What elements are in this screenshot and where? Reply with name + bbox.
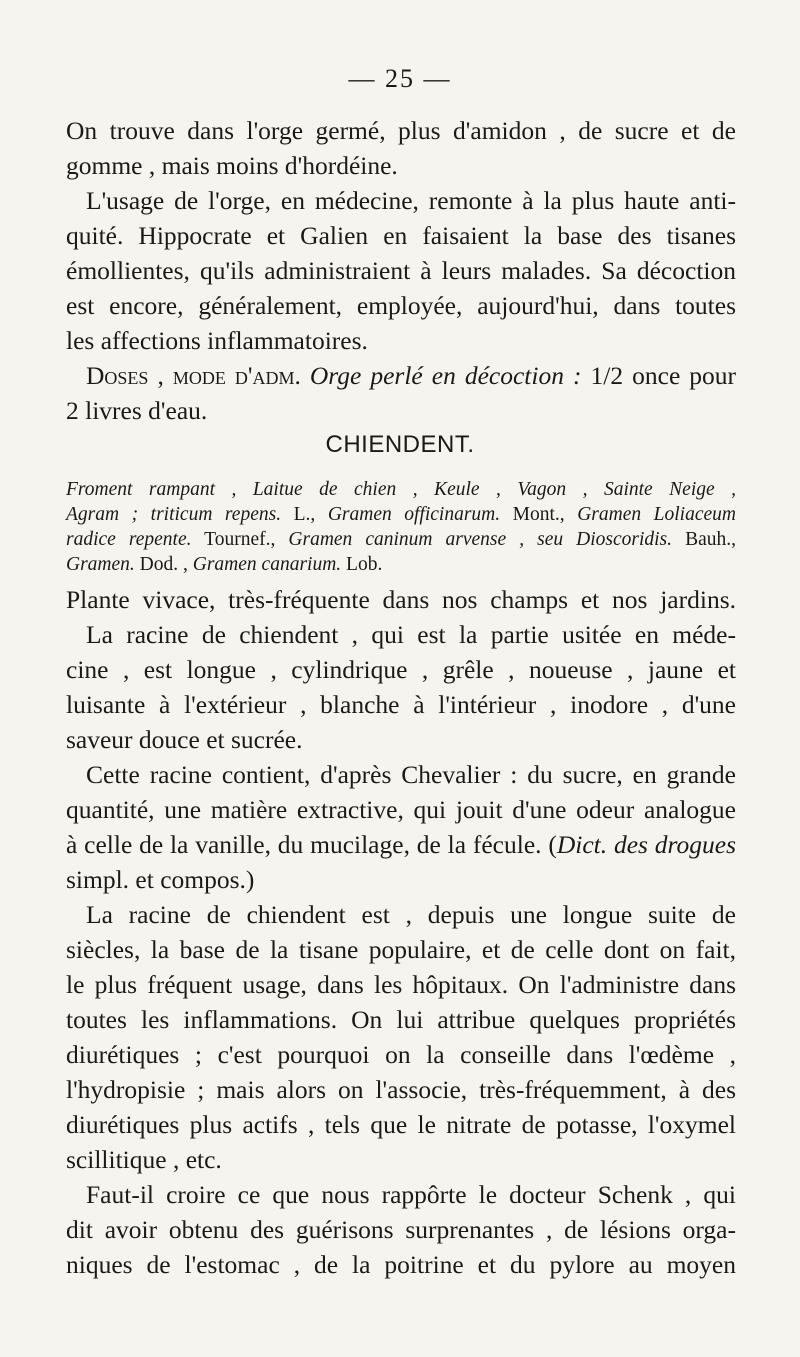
- synonyms-block: [66, 477, 736, 577]
- doses-amount: 1/2 once pour: [590, 361, 737, 390]
- synonym-line: Froment rampant , Laitue de chien , Keule , Vagon , Sainte Neige ,: [66, 479, 736, 500]
- text-line: quité. Hippocrate et Galien en faisaient la base des tisanes: [66, 221, 736, 250]
- text-line: gomme , mais moins d'hordéine.: [66, 151, 398, 180]
- text-line: est encore, généralement, employée, aujourd'hui, dans toutes: [66, 291, 736, 320]
- page-number: — 25 —: [348, 64, 452, 93]
- text-line: simpl. et compos.): [66, 865, 255, 894]
- text-line: Faut-il croire ce que nous rappôrte le docteur Schenk , qui: [86, 1180, 736, 1209]
- doses-label: Doses , mode d'adm.: [86, 361, 301, 390]
- text-line: La racine de chiendent , qui est la partie usitée en méde-: [86, 620, 736, 649]
- text-line: dit avoir obtenu des guérisons surprenantes , de lésions orga-: [66, 1215, 736, 1244]
- text-line: cine , est longue , cylindrique , grêle , noueuse , jaune et: [66, 655, 736, 684]
- text-line: toutes les inflammations. On lui attribue quelques propriétés: [66, 1005, 736, 1034]
- section-heading: CHIENDENT.: [325, 431, 475, 458]
- text-line: Plante vivace, très-fréquente dans nos champs et nos jardins.: [66, 585, 736, 614]
- text-line: On trouve dans l'orge germé, plus d'amidon , de sucre et de: [66, 116, 736, 145]
- synonym-line: radice repente. Tournef., Gramen caninum arvense , seu Dioscoridis. Bauh.,: [66, 529, 736, 550]
- text-line: diurétiques plus actifs , tels que le nitrate de potasse, l'oxymel: [66, 1110, 736, 1139]
- text-line: quantité, une matière extractive, qui jouit d'une odeur analogue: [66, 795, 736, 824]
- synonym-line: Agram ; triticum repens. L., Gramen officinarum. Mont., Gramen Loliaceum: [66, 504, 736, 525]
- text-line: l'hydropisie ; mais alors on l'associe, très-fréquemment, à des: [66, 1075, 736, 1104]
- text-line: niques de l'estomac , de la poitrine et du pylore au moyen: [66, 1250, 736, 1279]
- reference-title: Dict. des drogues: [556, 830, 736, 859]
- text-line: les affections inflammatoires.: [66, 326, 368, 355]
- text-line: siècles, la base de la tisane populaire, et de celle dont on fait,: [66, 935, 736, 964]
- text-line: le plus fréquent usage, dans les hôpitaux. On l'administre dans: [66, 970, 736, 999]
- doses-line-2: 2 livres d'eau.: [66, 396, 208, 425]
- chiendent-paragraphs: [66, 582, 736, 1282]
- text-line: saveur douce et sucrée.: [66, 725, 303, 754]
- orge-paragraphs: [66, 113, 736, 428]
- text-line: La racine de chiendent est , depuis une longue suite de: [86, 900, 736, 929]
- text-line: émollientes, qu'ils administraient à leurs malades. Sa décoction: [66, 256, 736, 285]
- text-line: Cette racine contient, d'après Chevalier : du sucre, en grande: [86, 760, 736, 789]
- text-line: L'usage de l'orge, en médecine, remonte à la plus haute anti-: [86, 186, 736, 215]
- text-line: luisante à l'extérieur , blanche à l'intérieur , inodore , d'une: [66, 690, 736, 719]
- text-line: scillitique , etc.: [66, 1145, 222, 1174]
- doses-line: [66, 358, 736, 393]
- text-line: à celle de la vanille, du mucilage, de la fécule. (Dict. des drogues: [66, 830, 736, 859]
- doses-recipe: Orge perlé en décoction :: [309, 361, 582, 390]
- synonym-line: Gramen. Dod. , Gramen canarium. Lob.: [66, 554, 383, 575]
- text-line: diurétiques ; c'est pourquoi on la conseille dans l'œdème ,: [66, 1040, 736, 1069]
